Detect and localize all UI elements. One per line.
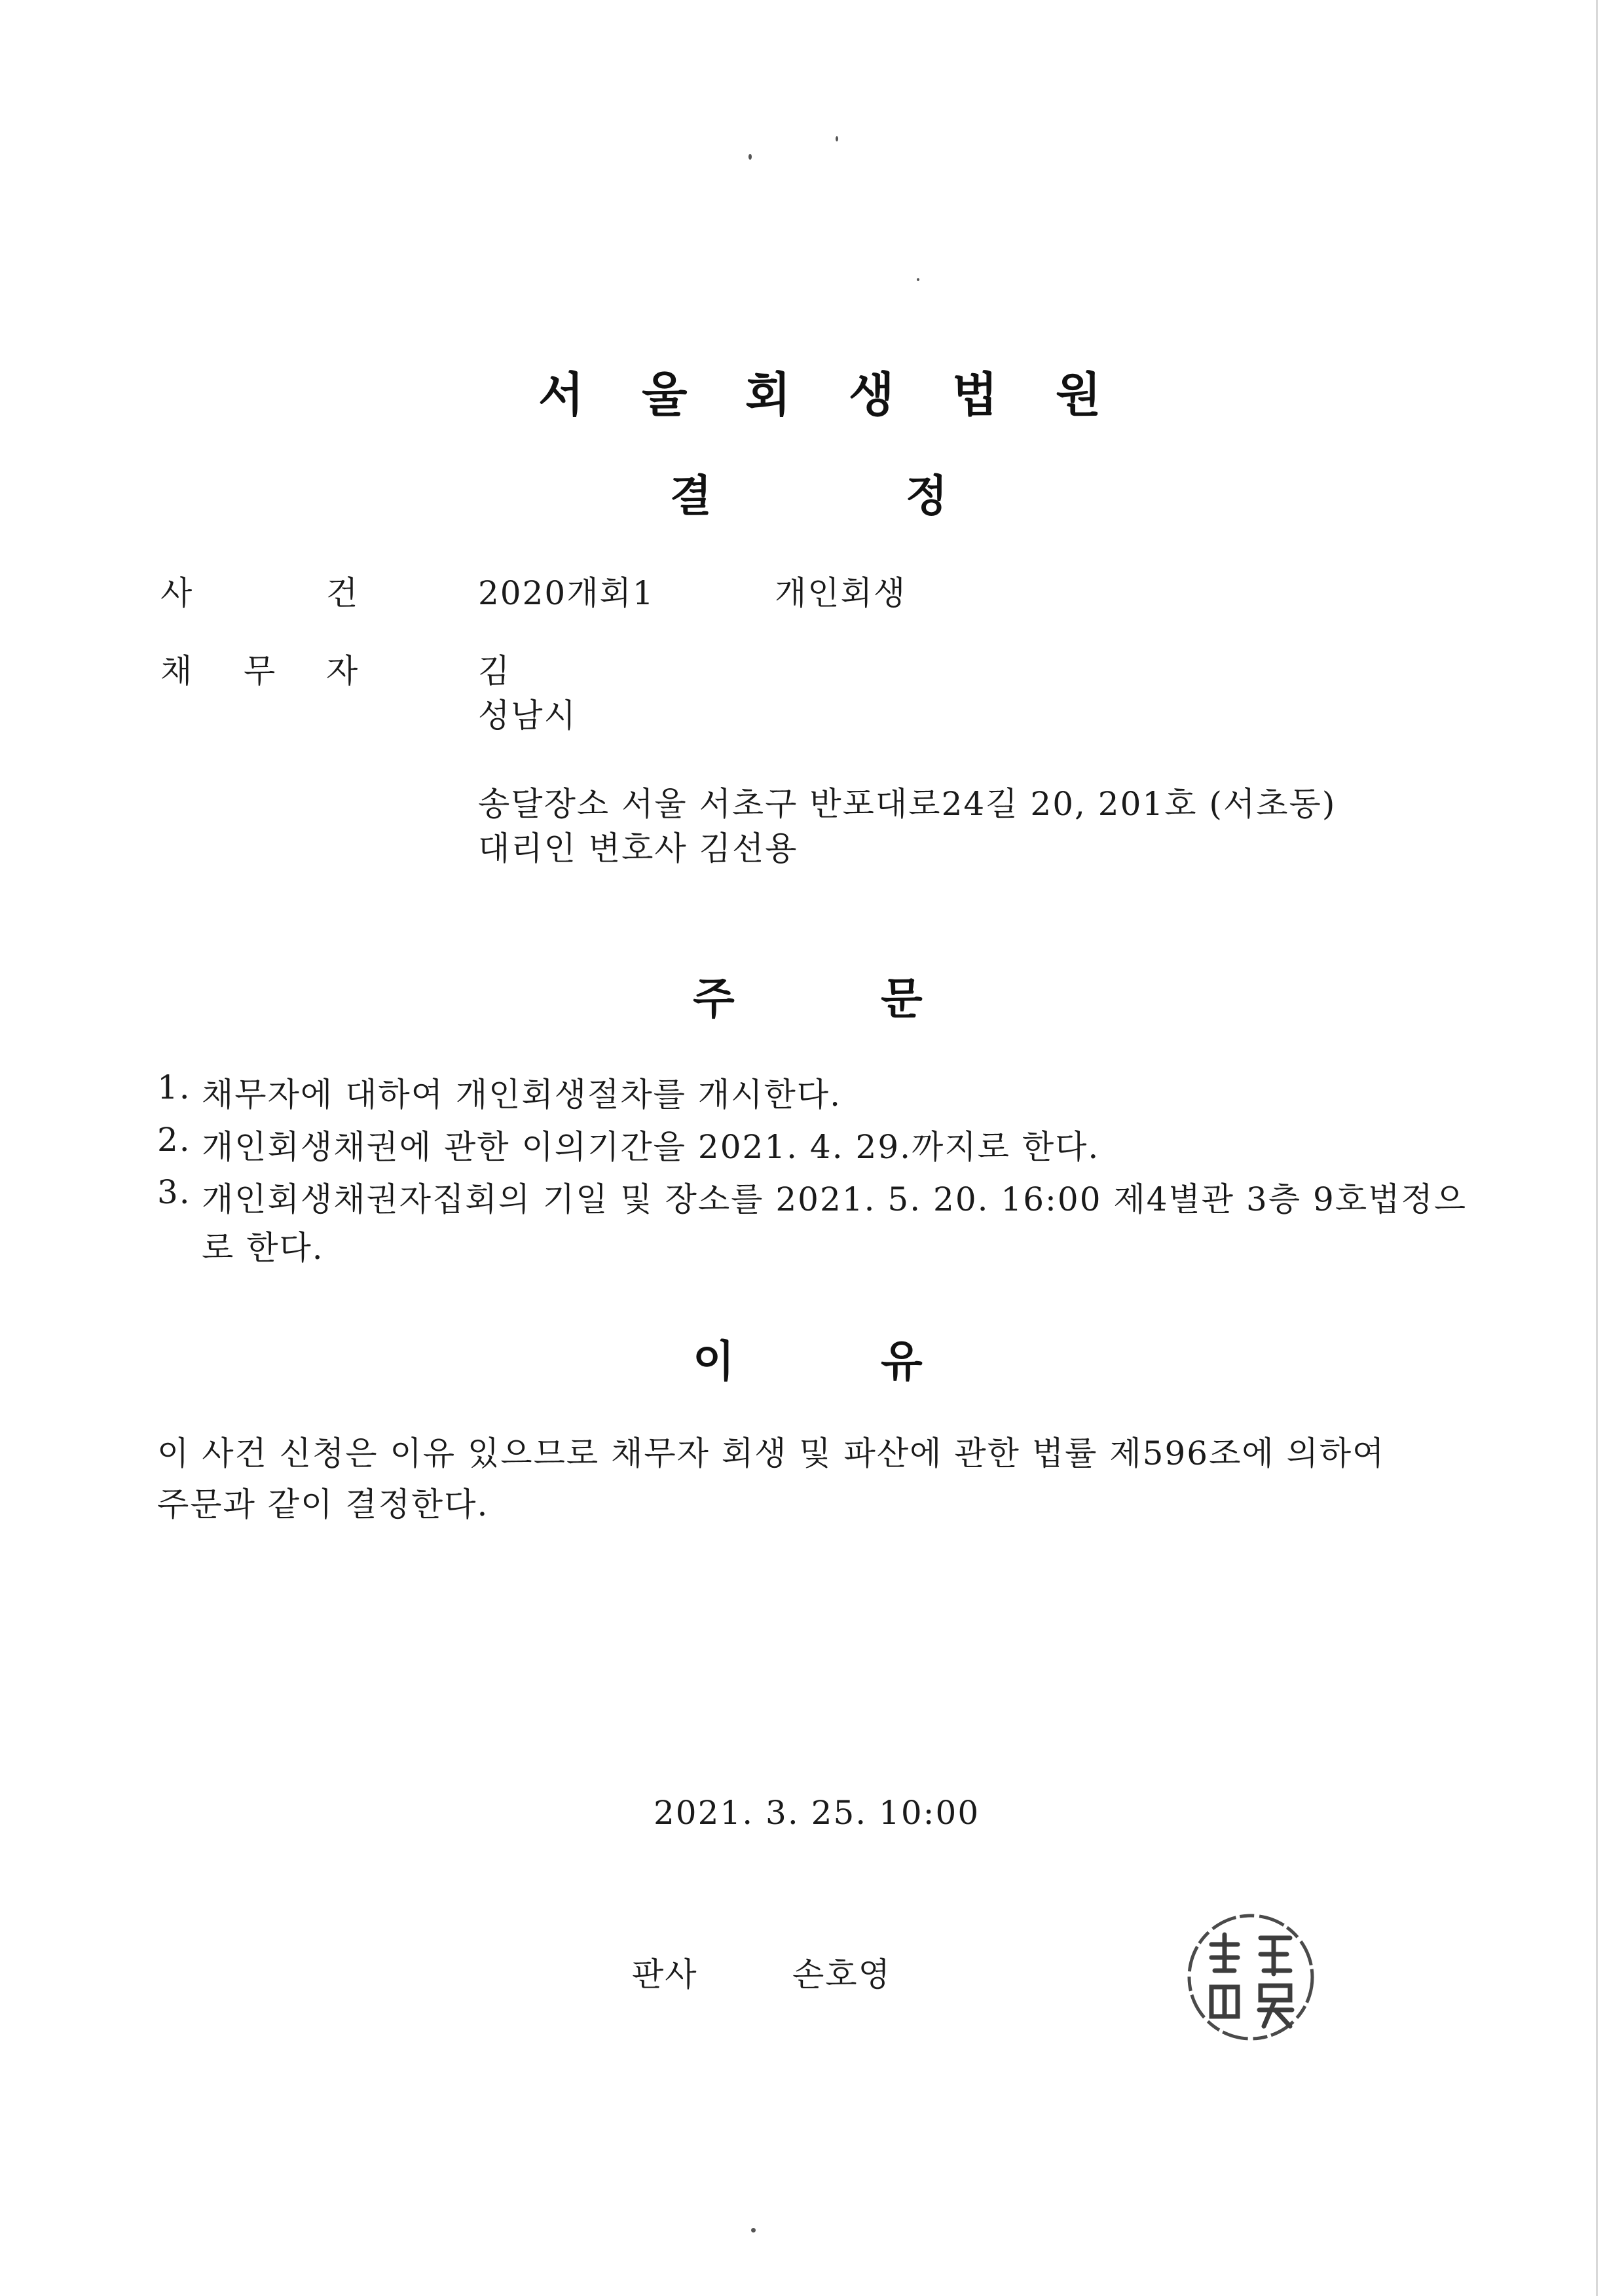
order-heading-char: 문 [881,974,923,1024]
court-name-char: 원 [1056,367,1101,422]
decision-date: 2021. 3. 25. 10:00 [654,1794,980,1832]
document-type-char: 결 [670,471,712,521]
order-item-text: 개인회생채권에 관한 이의기간을 2021. 4. 29.까지로 한다. [202,1128,1100,1166]
case-label-char: 건 [326,574,360,612]
court-name-char: 울 [642,367,688,422]
service-place: 송달장소 서울 서초구 반포대로24길 20, 201호 (서초동) [478,785,1337,823]
debtor-address: 성남시 [478,697,577,735]
scan-edge-line [1596,0,1598,2296]
order-item-number: 2. [157,1121,191,1159]
debtor-label-char: 무 [244,652,277,690]
court-name-char: 서 [538,367,584,422]
debtor-name: 김 [478,652,511,690]
order-item-text: 채무자에 대하여 개인회생절차를 개시한다. [202,1076,841,1114]
attorney: 대리인 변호사 김선용 [478,829,798,867]
court-name-char: 법 [952,367,998,422]
reason-heading-char: 이 [693,1336,735,1387]
case-type: 개인회생 [775,574,907,612]
judge-name: 손호영 [792,1956,891,1994]
reason-text-line: 주문과 같이 결정한다. [157,1485,489,1523]
court-name-char: 회 [745,367,791,422]
scan-speck [917,278,919,281]
document-type-char: 정 [906,471,948,521]
order-item-continuation: 로 한다. [202,1229,324,1267]
reason-text-line: 이 사건 신청은 이유 있으므로 채무자 회생 및 파산에 관한 법률 제596조에 의하여 [157,1434,1386,1472]
scan-speck [751,2228,756,2232]
order-item-number: 3. [157,1173,191,1211]
judge-title: 판사 [632,1956,698,1994]
order-item-number: 1. [157,1068,191,1106]
scan-speck [748,154,752,160]
judge-seal-stamp [1182,1908,1320,2046]
order-heading-char: 주 [693,974,735,1024]
order-item-text: 개인회생채권자집회의 기일 및 장소를 2021. 5. 20. 16:00 제4별관 3층 9호법정으 [202,1180,1467,1218]
scan-speck [836,136,838,141]
case-label-char: 사 [160,574,194,612]
case-number: 2020개회1 [478,574,655,612]
court-name-char: 생 [849,367,895,422]
reason-heading-char: 유 [881,1336,923,1387]
debtor-label-char: 채 [160,652,194,690]
debtor-label-char: 자 [326,652,360,690]
